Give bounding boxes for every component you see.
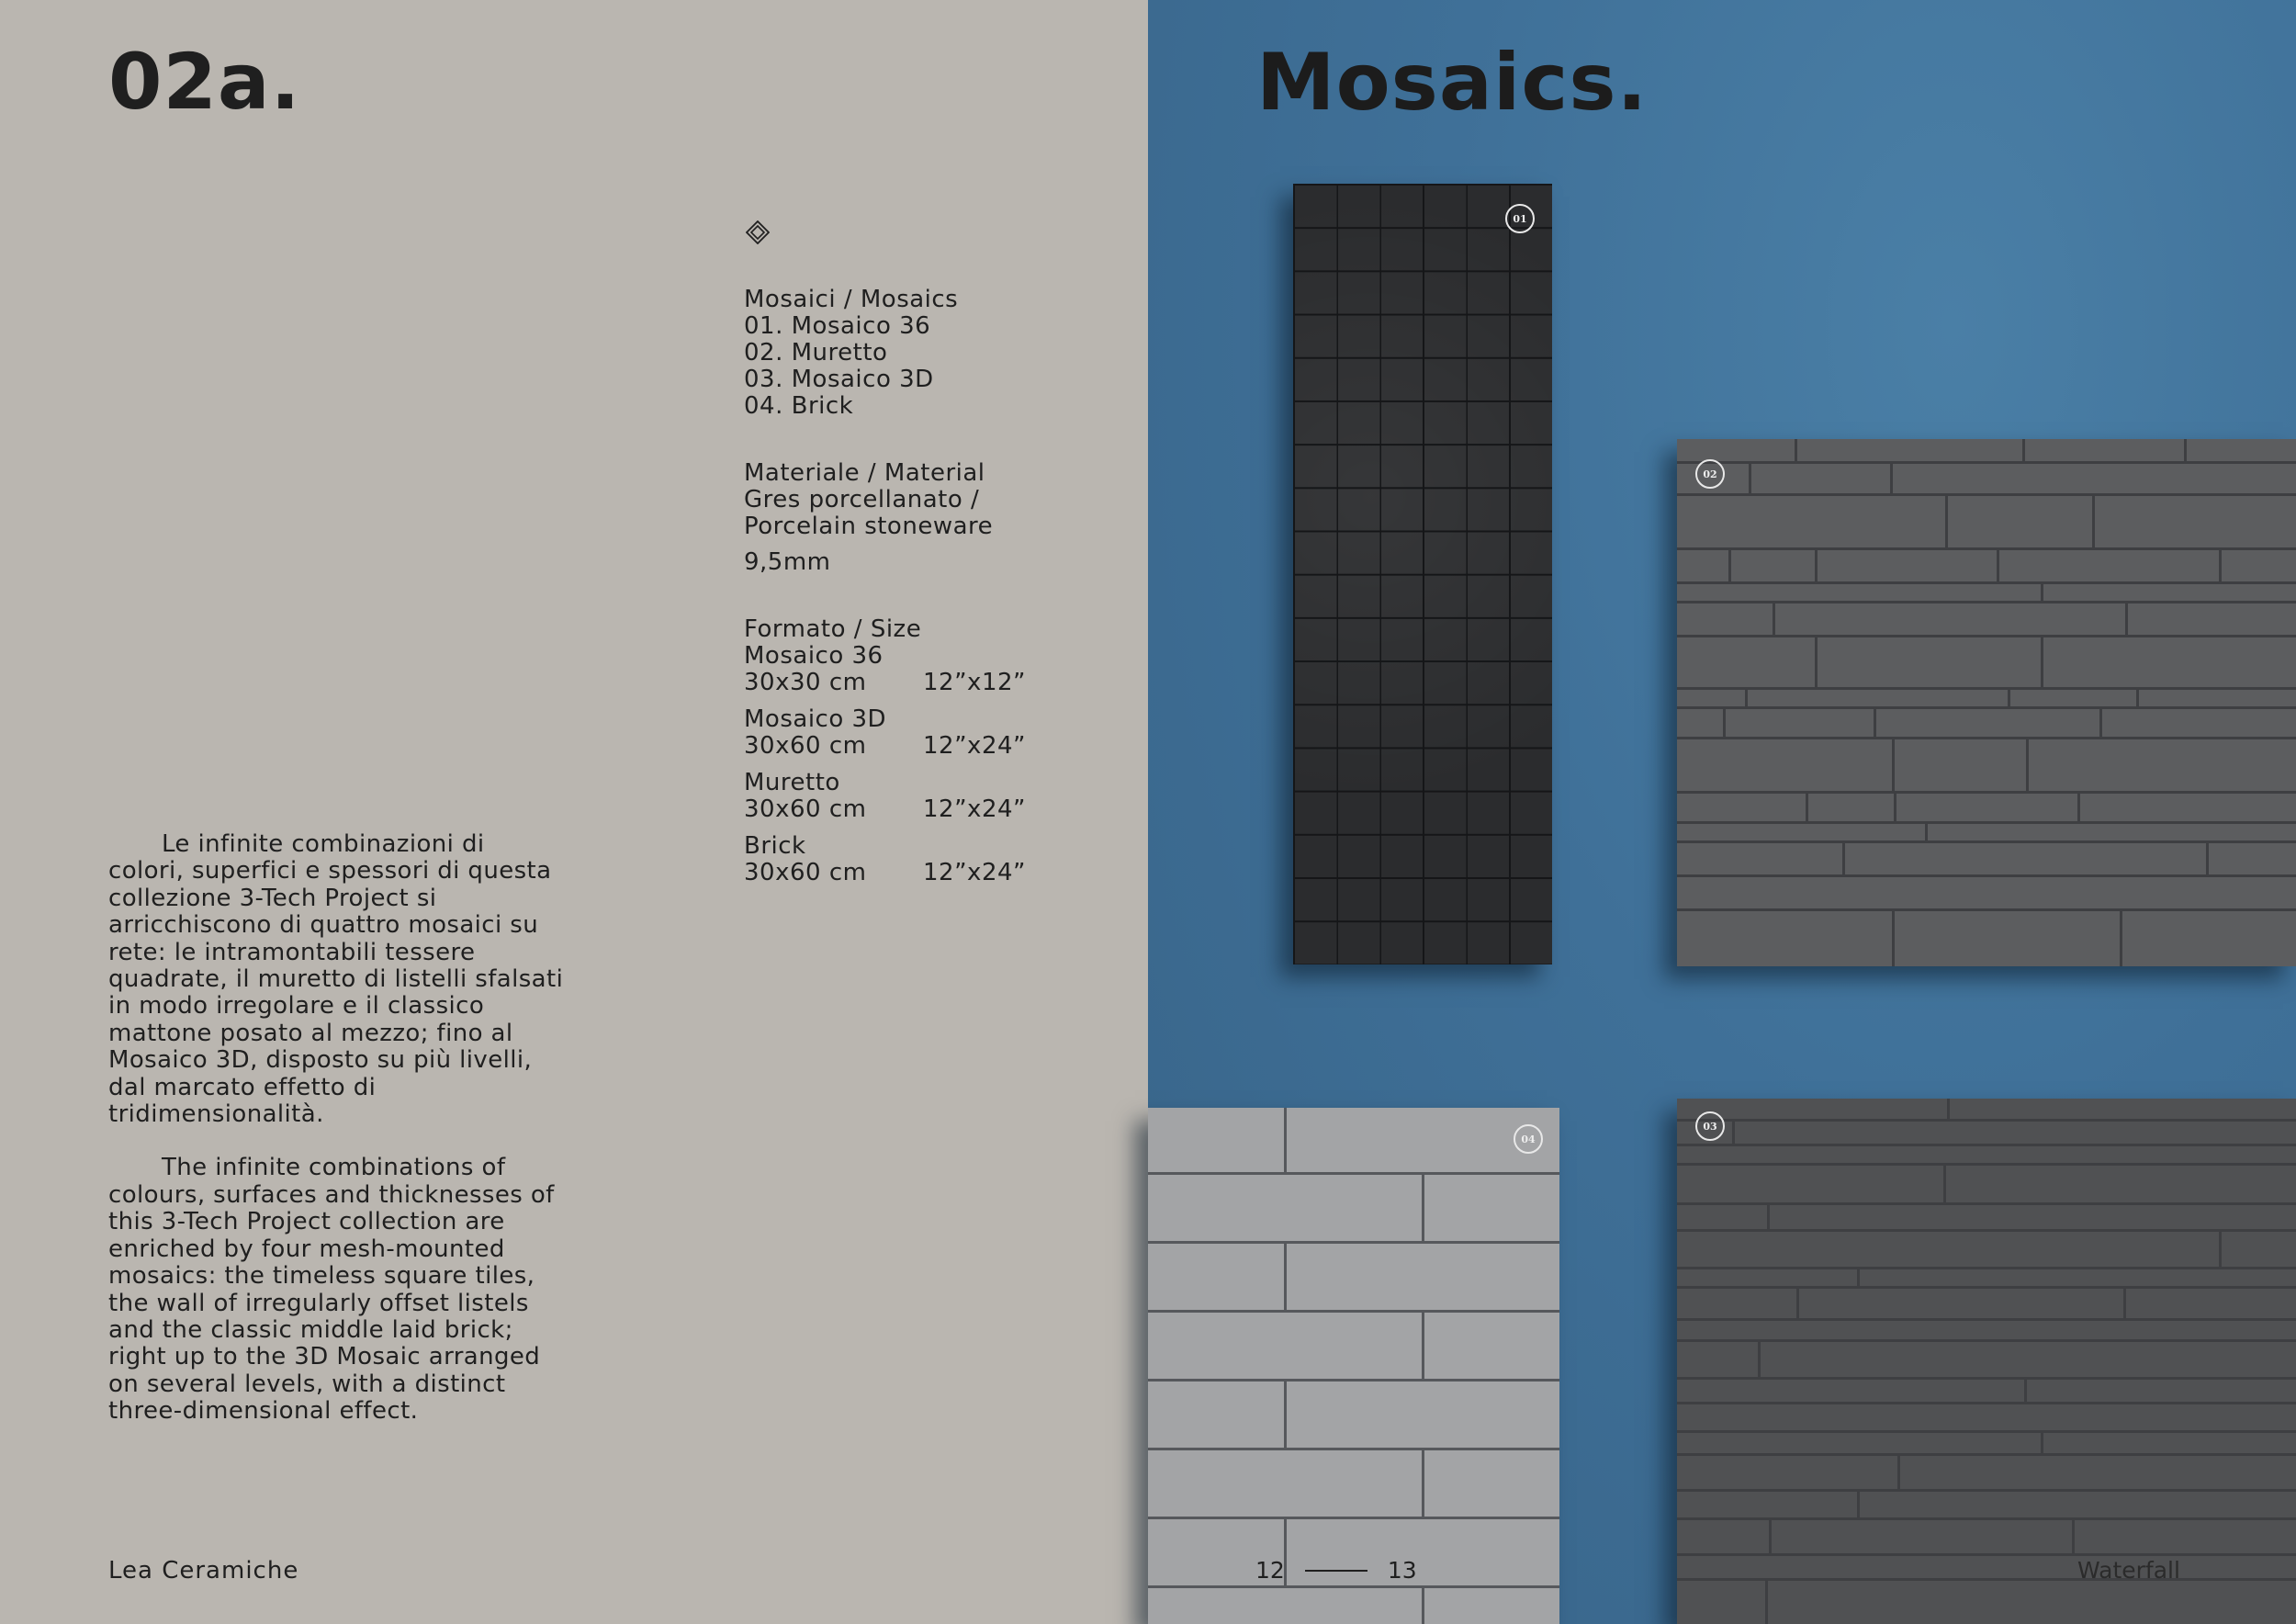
size-cm: 30x60 cm bbox=[744, 859, 867, 886]
collection-item: 02. Muretto bbox=[744, 339, 888, 367]
size-inch: 12”x24” bbox=[923, 732, 1026, 760]
tile-number-badge: 03 bbox=[1695, 1111, 1725, 1141]
size-entry bbox=[744, 770, 1075, 823]
page-numbers bbox=[1255, 1557, 1417, 1584]
material-heading: Materiale / Material bbox=[744, 459, 985, 487]
diamond-logo-icon bbox=[746, 220, 770, 244]
tile-number-badge: 01 bbox=[1505, 204, 1535, 233]
size-name: Muretto bbox=[744, 769, 840, 796]
collection-item: 01. Mosaico 36 bbox=[744, 312, 931, 340]
product-name: Waterfall bbox=[2077, 1557, 2180, 1584]
page-title: Mosaics. bbox=[1256, 37, 1649, 129]
size-heading: Formato / Size bbox=[744, 615, 922, 643]
collection-item: 04. Brick bbox=[744, 392, 854, 420]
description-italian: Le infinite combinazioni di colori, superfici e spessori di questa collezione 3-Tech Project si arricchiscono di quattro mosaici su rete: le intramontabili tessere quadrate, il muretto di listelli sfalsati in modo irregolare e il classico mattone posato al mezzo; fino al Mosaico 3D, disposto su più livelli, dal marcato effetto di tridimensionalità. bbox=[108, 830, 564, 1129]
section-number: 02a. bbox=[108, 37, 301, 127]
tile-number-badge: 02 bbox=[1695, 459, 1725, 489]
collection-item: 03. Mosaico 3D bbox=[744, 366, 934, 393]
tile-mosaico-3d bbox=[1677, 1099, 2296, 1624]
page-number-divider bbox=[1305, 1570, 1367, 1572]
size-cm: 30x60 cm bbox=[744, 795, 867, 823]
thickness-value: 9,5mm bbox=[744, 548, 831, 576]
size-entry bbox=[744, 643, 1075, 696]
collection-group bbox=[744, 287, 1075, 420]
size-cm: 30x30 cm bbox=[744, 669, 867, 696]
size-name: Mosaico 36 bbox=[744, 642, 884, 670]
tile-number-badge: 04 bbox=[1514, 1124, 1543, 1154]
size-entry bbox=[744, 706, 1075, 760]
brand-name: Lea Ceramiche bbox=[108, 1557, 299, 1585]
size-name: Mosaico 3D bbox=[744, 705, 887, 733]
description bbox=[108, 831, 568, 1452]
size-inch: 12”x12” bbox=[923, 669, 1026, 696]
size-name: Brick bbox=[744, 832, 806, 860]
collection-heading: Mosaici / Mosaics bbox=[744, 286, 959, 313]
material-line: Porcelain stoneware bbox=[744, 513, 994, 540]
page-number-left: 12 bbox=[1255, 1557, 1285, 1584]
description-english: The infinite combinations of colours, surfaces and thicknesses of this 3-Tech Project collection are enriched by four mesh-mounted mosaics: the timeless square tiles, the wall of irregularly offset listels and the classic middle laid brick; right up to the 3D Mosaic arranged on several levels, with a distinct three-dimensional effect. bbox=[108, 1154, 555, 1426]
page-number-right: 13 bbox=[1387, 1557, 1417, 1584]
material-group bbox=[744, 460, 1075, 576]
size-inch: 12”x24” bbox=[923, 795, 1026, 823]
tile-mosaico-36 bbox=[1293, 184, 1552, 964]
size-group bbox=[744, 616, 1075, 886]
tile-brick bbox=[1148, 1108, 1559, 1624]
material-line: Gres porcellanato / bbox=[744, 486, 980, 513]
tile-muretto bbox=[1677, 439, 2296, 966]
size-entry bbox=[744, 833, 1075, 886]
spec-column bbox=[744, 287, 1075, 927]
size-cm: 30x60 cm bbox=[744, 732, 867, 760]
size-inch: 12”x24” bbox=[923, 859, 1026, 886]
